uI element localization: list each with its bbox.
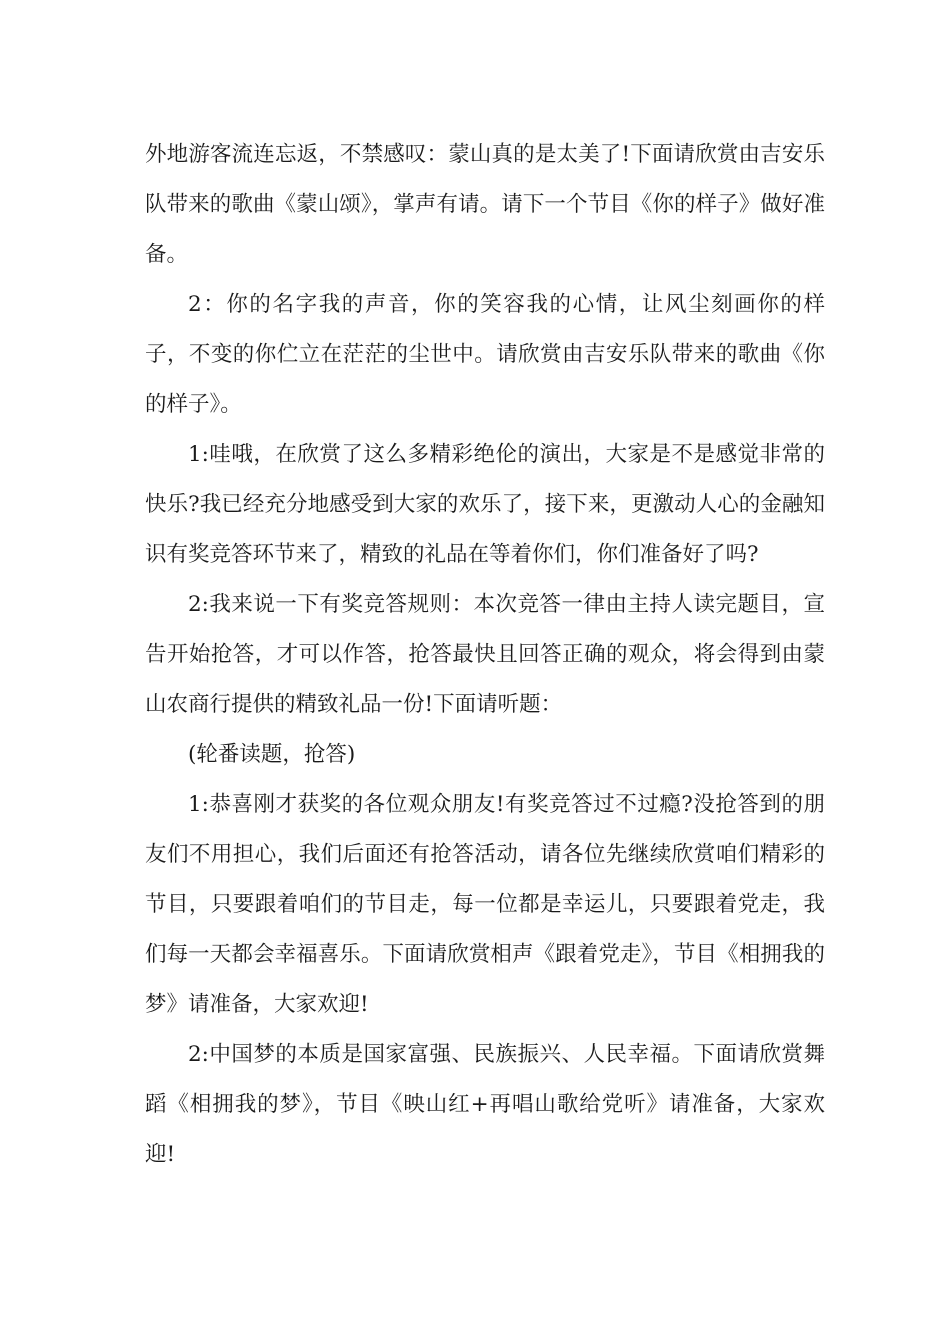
- paragraph-continuation: 外地游客流连忘返，不禁感叹：蒙山真的是太美了!下面请欣赏由吉安乐队带来的歌曲《蒙山颂》，掌声有请。请下一个节目《你的样子》做好准备。: [145, 142, 825, 267]
- paragraph-host2-quiz-rules: 2:我来说一下有奖竞答规则：本次竞答一律由主持人读完题目，宣告开始抢答，才可以作答，抢答最快且回答正确的观众，将会得到由蒙山农商行提供的精致礼品一份!下面请听题：: [145, 592, 825, 717]
- paragraph-stage-direction: (轮番读题，抢答): [188, 742, 356, 767]
- paragraph-host2-your-look: 2：你的名字我的声音，你的笑容我的心情，让风尘刻画你的样子，不变的你伫立在茫茫的尘世中。请欣赏由吉安乐队带来的歌曲《你的样子》。: [145, 292, 825, 417]
- document-body: [145, 130, 825, 1180]
- paragraph-host2-china-dream: 2:中国梦的本质是国家富强、民族振兴、人民幸福。下面请欣赏舞蹈《相拥我的梦》，节目《映山红+再唱山歌给党听》请准备，大家欢迎!: [145, 1042, 825, 1167]
- paragraph-host1-quiz-intro: 1:哇哦，在欣赏了这么多精彩绝伦的演出，大家是不是感觉非常的快乐?我已经充分地感受到大家的欢乐了，接下来，更激动人心的金融知识有奖竞答环节来了，精致的礼品在等着你们，你们准备好了吗?: [145, 442, 825, 567]
- paragraph-host1-congratulations: 1:恭喜刚才获奖的各位观众朋友!有奖竞答过不过瘾?没抢答到的朋友们不用担心，我们后面还有抢答活动，请各位先继续欣赏咱们精彩的节目，只要跟着咱们的节目走，每一位都是幸运儿，只要跟着党走，我们每一天都会幸福喜乐。下面请欣赏相声《跟着党走》，节目《相拥我的梦》请准备，大家欢迎!: [145, 792, 825, 1017]
